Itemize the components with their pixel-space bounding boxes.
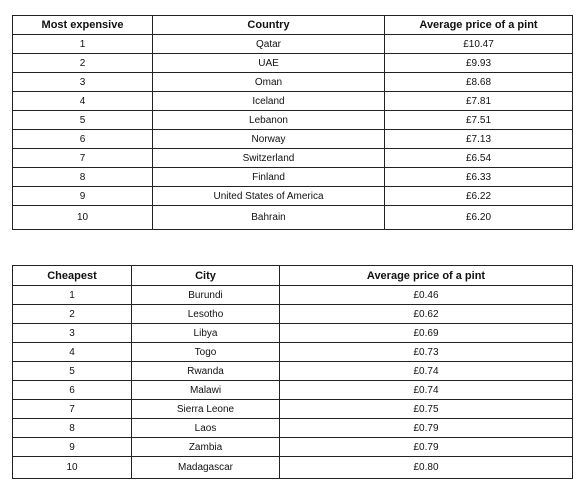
country-cell: UAE [153, 54, 385, 73]
table-row [13, 400, 573, 419]
table-row [13, 324, 573, 343]
price-cell: £7.51 [385, 111, 573, 130]
city-cell: Rwanda [132, 362, 280, 381]
rank-cell: 6 [13, 381, 132, 400]
column-header-price: Average price of a pint [385, 16, 573, 35]
price-cell: £6.22 [385, 187, 573, 206]
city-cell: Laos [132, 419, 280, 438]
city-cell: Lesotho [132, 305, 280, 324]
rank-cell: 9 [13, 187, 153, 206]
price-cell: £0.79 [280, 419, 573, 438]
price-cell: £0.75 [280, 400, 573, 419]
city-cell: Libya [132, 324, 280, 343]
rank-cell: 7 [13, 149, 153, 168]
rank-cell: 8 [13, 168, 153, 187]
table-row [13, 54, 573, 73]
rank-cell: 1 [13, 286, 132, 305]
price-cell: £8.68 [385, 73, 573, 92]
table-row [13, 343, 573, 362]
city-cell: Zambia [132, 438, 280, 457]
rank-cell: 5 [13, 362, 132, 381]
country-cell: United States of America [153, 187, 385, 206]
country-cell: Oman [153, 73, 385, 92]
table-row [13, 149, 573, 168]
table-row [13, 111, 573, 130]
table-row [13, 438, 573, 457]
table-row [13, 92, 573, 111]
table-row [13, 305, 573, 324]
price-cell: £0.79 [280, 438, 573, 457]
table-row [13, 130, 573, 149]
table-header-row [13, 16, 573, 35]
rank-cell: 6 [13, 130, 153, 149]
table-row [13, 73, 573, 92]
price-cell: £0.74 [280, 362, 573, 381]
table-row [13, 419, 573, 438]
column-header-price: Average price of a pint [280, 266, 573, 286]
table-row [13, 457, 573, 479]
price-cell: £10.47 [385, 35, 573, 54]
price-cell: £0.46 [280, 286, 573, 305]
rank-cell: 4 [13, 343, 132, 362]
price-cell: £0.74 [280, 381, 573, 400]
country-cell: Lebanon [153, 111, 385, 130]
rank-cell: 3 [13, 324, 132, 343]
country-cell: Qatar [153, 35, 385, 54]
table-row [13, 381, 573, 400]
price-cell: £7.13 [385, 130, 573, 149]
rank-cell: 10 [13, 457, 132, 479]
rank-cell: 9 [13, 438, 132, 457]
table-row [13, 35, 573, 54]
column-header-country: Country [153, 16, 385, 35]
price-cell: £6.33 [385, 168, 573, 187]
rank-cell: 5 [13, 111, 153, 130]
rank-cell: 2 [13, 54, 153, 73]
rank-cell: 1 [13, 35, 153, 54]
table-row [13, 187, 573, 206]
table-header-row [13, 266, 573, 286]
price-cell: £0.73 [280, 343, 573, 362]
column-header-rank: Most expensive [13, 16, 153, 35]
price-cell: £7.81 [385, 92, 573, 111]
city-cell: Malawi [132, 381, 280, 400]
rank-cell: 2 [13, 305, 132, 324]
country-cell: Iceland [153, 92, 385, 111]
rank-cell: 7 [13, 400, 132, 419]
table-row [13, 168, 573, 187]
rank-cell: 8 [13, 419, 132, 438]
cheapest-table [12, 265, 573, 479]
city-cell: Burundi [132, 286, 280, 305]
city-cell: Togo [132, 343, 280, 362]
price-cell: £0.69 [280, 324, 573, 343]
price-cell: £9.93 [385, 54, 573, 73]
price-cell: £6.20 [385, 206, 573, 230]
price-cell: £6.54 [385, 149, 573, 168]
country-cell: Finland [153, 168, 385, 187]
table-row [13, 362, 573, 381]
country-cell: Bahrain [153, 206, 385, 230]
table-row [13, 286, 573, 305]
table-row [13, 206, 573, 230]
price-cell: £0.80 [280, 457, 573, 479]
rank-cell: 4 [13, 92, 153, 111]
country-cell: Switzerland [153, 149, 385, 168]
country-cell: Norway [153, 130, 385, 149]
column-header-rank: Cheapest [13, 266, 132, 286]
column-header-city: City [132, 266, 280, 286]
price-cell: £0.62 [280, 305, 573, 324]
rank-cell: 3 [13, 73, 153, 92]
city-cell: Sierra Leone [132, 400, 280, 419]
most-expensive-table [12, 15, 573, 230]
city-cell: Madagascar [132, 457, 280, 479]
rank-cell: 10 [13, 206, 153, 230]
